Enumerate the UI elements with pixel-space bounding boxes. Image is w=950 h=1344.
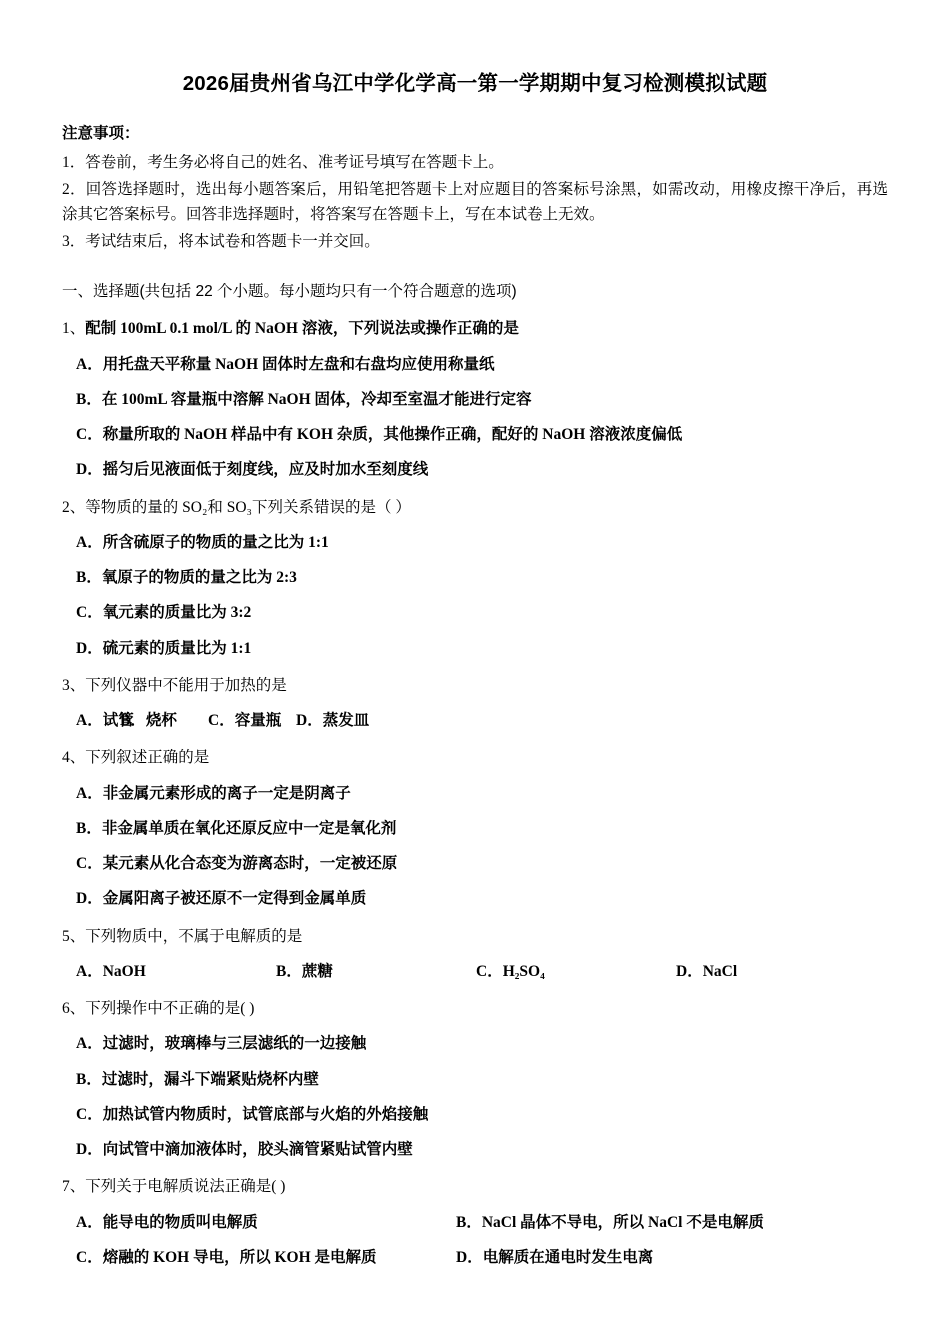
question-6-option-b[interactable]: B．过滤时，漏斗下端紧贴烧杯内壁 bbox=[76, 1070, 319, 1088]
question-5-option-c[interactable]: C．H₂SO₄ bbox=[476, 962, 545, 980]
question-2-number: 2、 bbox=[62, 498, 86, 516]
question-1-option-b[interactable]: B．在 100mL 容量瓶中溶解 NaOH 固体，冷却至室温才能进行定容 bbox=[76, 390, 532, 408]
question-7-text: 下列关于电解质说法正确是( ) bbox=[85, 1178, 286, 1196]
question-6-stem bbox=[62, 997, 888, 1020]
question-1-stem bbox=[62, 317, 888, 340]
question-3-stem bbox=[62, 674, 888, 697]
question-2-text: 等物质的量的 SO₂和 SO₃下列关系错误的是（ ） bbox=[85, 498, 411, 516]
question-2-option-d[interactable]: D．硫元素的质量比为 1:1 bbox=[76, 639, 252, 657]
question-7-options-row-2 bbox=[62, 1246, 888, 1269]
question-1-text: 配制 100mL 0.1 mol/L 的 NaOH 溶液，下列说法或操作正确的是 bbox=[85, 320, 519, 338]
question-3-option-c[interactable]: C．容量瓶 bbox=[208, 712, 282, 730]
question-3-number: 3、 bbox=[62, 676, 86, 694]
question-6-option-d[interactable]: D．向试管中滴加液体时，胶头滴管紧贴试管内壁 bbox=[76, 1141, 413, 1159]
question-4-option-a[interactable]: A．非金属元素形成的离子一定是阴离子 bbox=[76, 784, 351, 802]
question-7-number: 7、 bbox=[62, 1178, 86, 1196]
question-7-option-c[interactable]: C．熔融的 KOH 导电，所以 KOH 是电解质 bbox=[76, 1248, 377, 1266]
page-title: 2026届贵州省乌江中学化学高一第一学期期中复习检测模拟试题 bbox=[182, 72, 768, 95]
question-3-text: 下列仪器中不能用于加热的是 bbox=[85, 676, 287, 694]
question-5-option-b[interactable]: B．蔗糖 bbox=[276, 962, 333, 980]
question-3-option-d[interactable]: D．蒸发皿 bbox=[296, 712, 370, 730]
question-5-option-d[interactable]: D．NaCl bbox=[676, 962, 738, 980]
question-6-text: 下列操作中不正确的是( ) bbox=[85, 1000, 255, 1018]
question-4-option-c[interactable]: C．某元素从化合态变为游离态时，一定被还原 bbox=[76, 855, 398, 873]
question-1-option-d[interactable]: D．摇匀后见液面低于刻度线，应及时加水至刻度线 bbox=[76, 461, 429, 479]
question-7-option-b[interactable]: B．NaCl 晶体不导电，所以 NaCl 不是电解质 bbox=[456, 1213, 764, 1231]
question-3-options bbox=[62, 709, 888, 732]
question-5-option-a[interactable]: A．NaOH bbox=[76, 962, 146, 980]
question-6-number: 6、 bbox=[62, 1000, 86, 1018]
question-7-stem bbox=[62, 1175, 888, 1198]
question-4-option-d[interactable]: D．金属阳离子被还原不一定得到金属单质 bbox=[76, 890, 367, 908]
section-heading: 一、选择题(共包括 22 个小题。每小题均只有一个符合题意的选项) bbox=[62, 283, 517, 301]
question-2-stem bbox=[62, 496, 888, 519]
question-2-option-b[interactable]: B．氧原子的物质的量之比为 2:3 bbox=[76, 569, 297, 587]
question-7-options-row-1 bbox=[62, 1211, 888, 1234]
question-1-number: 1、 bbox=[62, 320, 86, 338]
question-6-option-c[interactable]: C．加热试管内物质时，试管底部与火焰的外焰接触 bbox=[76, 1105, 429, 1123]
question-7-option-a[interactable]: A．能导电的物质叫电解质 bbox=[76, 1213, 258, 1231]
question-2-option-a[interactable]: A．所含硫原子的物质的量之比为 1:1 bbox=[76, 533, 329, 551]
question-1-option-c[interactable]: C．称量所取的 NaOH 样品中有 KOH 杂质，其他操作正确，配好的 NaOH 溶液浓度偏低 bbox=[76, 426, 683, 444]
question-4-number: 4、 bbox=[62, 749, 86, 767]
question-5-text: 下列物质中，不属于电解质的是 bbox=[85, 927, 303, 945]
question-4-text: 下列叙述正确的是 bbox=[85, 749, 210, 767]
question-1-option-a[interactable]: A．用托盘天平称量 NaOH 固体时左盘和右盘均应使用称量纸 bbox=[76, 355, 495, 373]
question-4-option-b[interactable]: B．非金属单质在氧化还原反应中一定是氧化剂 bbox=[76, 819, 397, 837]
notice-line-3: 3．考试结束后，将本试卷和答题卡一并交回。 bbox=[62, 233, 380, 251]
question-7-option-d[interactable]: D．电解质在通电时发生电离 bbox=[456, 1248, 654, 1266]
question-5-stem bbox=[62, 925, 888, 948]
notice-line-1: 1．答卷前，考生务必将自己的姓名、准考证号填写在答题卡上。 bbox=[62, 153, 504, 171]
notice-line-2: 2．回答选择题时，选出每小题答案后，用铅笔把答题卡上对应题目的答案标号涂黑，如需改动，用橡皮擦干净后，再选涂其它答案标号。回答非选择题时，将答案写在答题卡上，写在本试卷上无效。 bbox=[62, 180, 888, 223]
question-5-number: 5、 bbox=[62, 927, 86, 945]
question-3-option-a[interactable]: A．试管 bbox=[76, 712, 134, 730]
notice-heading: 注意事项： bbox=[62, 124, 140, 142]
question-5-options bbox=[62, 960, 888, 983]
question-6-option-a[interactable]: A．过滤时，玻璃棒与三层滤纸的一边接触 bbox=[76, 1035, 367, 1053]
question-2-option-c[interactable]: C．氧元素的质量比为 3:2 bbox=[76, 604, 252, 622]
question-4-stem bbox=[62, 746, 888, 769]
question-3-option-b[interactable]: B．烧杯 bbox=[120, 712, 177, 730]
